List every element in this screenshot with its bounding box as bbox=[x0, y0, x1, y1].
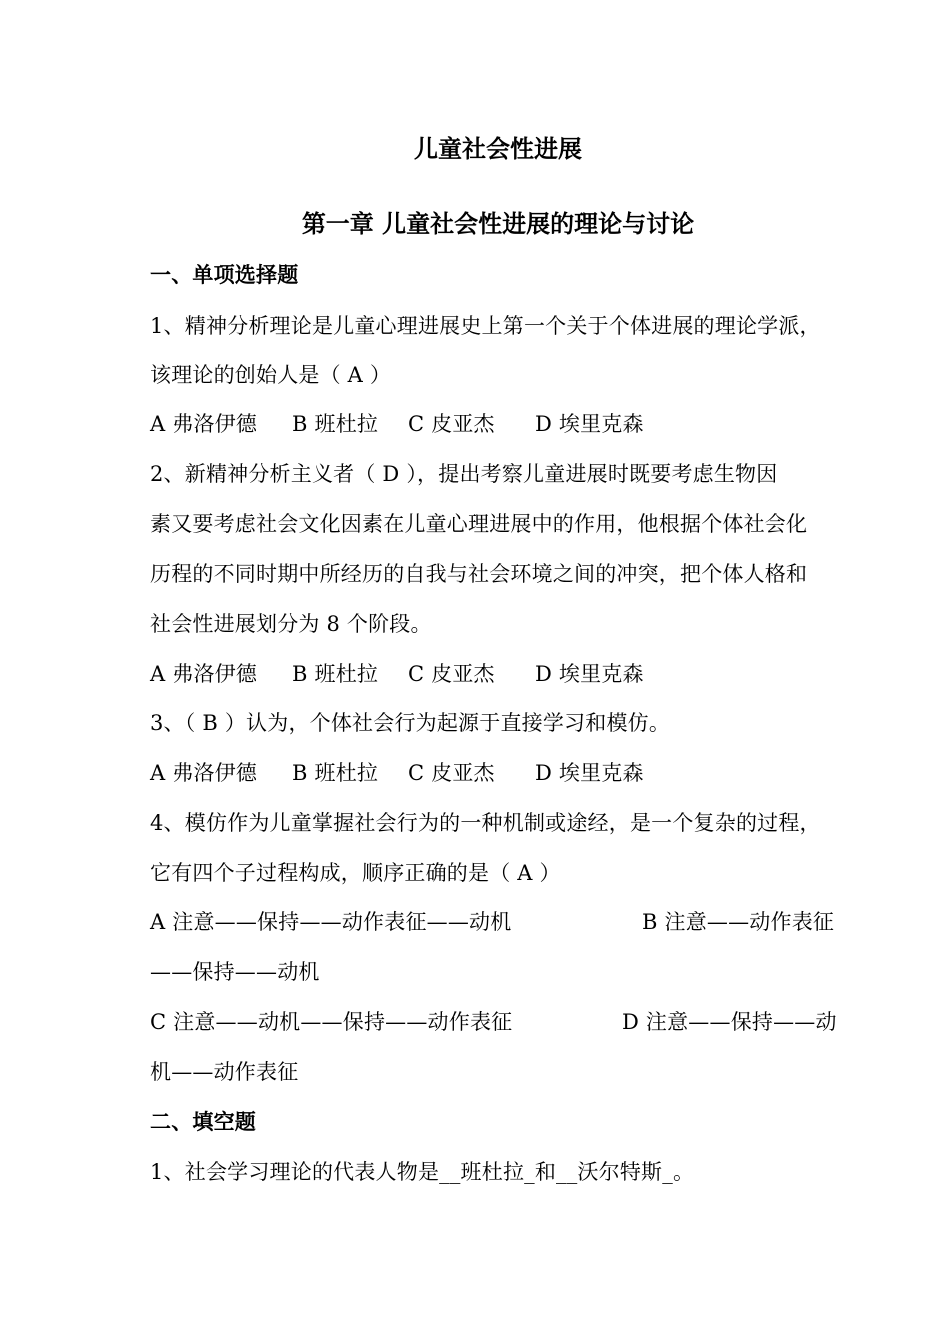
question-1-line-2: 该理论的创始人是（ A ） bbox=[150, 363, 392, 387]
question-2-line-1: 2、新精神分析主义者（ D ），提出考察儿童进展时既要考虑生物因 bbox=[150, 462, 778, 486]
question-2-option-a: A 弗洛伊德 bbox=[150, 662, 258, 686]
question-1-line-1: 1、精神分析理论是儿童心理进展史上第一个关于个体进展的理论学派， bbox=[150, 314, 821, 338]
question-3-option-a: A 弗洛伊德 bbox=[150, 761, 258, 785]
question-2-line-3: 历程的不同时期中所经历的自我与社会环境之间的冲突，把个体人格和 bbox=[150, 562, 808, 586]
fill-blank-question-1: 1、社会学习理论的代表人物是__班杜拉_和__沃尔特斯_。 bbox=[150, 1160, 695, 1184]
question-1-option-b: B 班杜拉 bbox=[292, 412, 379, 436]
question-4-option-b: B 注意——动作表征 bbox=[642, 910, 835, 934]
question-3-option-b: B 班杜拉 bbox=[292, 761, 379, 785]
question-2-option-b: B 班杜拉 bbox=[292, 662, 379, 686]
question-3-option-c: C 皮亚杰 bbox=[408, 761, 495, 785]
section-heading-fill-blank: 二、填空题 bbox=[150, 1109, 256, 1134]
question-1-option-c: C 皮亚杰 bbox=[408, 412, 495, 436]
question-1-option-d: D 埃里克森 bbox=[535, 412, 644, 436]
question-2-line-2: 素又要考虑社会文化因素在儿童心理进展中的作用，他根据个体社会化 bbox=[150, 512, 808, 536]
question-2-line-4: 社会性进展划分为 8 个阶段。 bbox=[150, 612, 432, 636]
question-4-option-c: C 注意——动机——保持——动作表征 bbox=[150, 1010, 513, 1034]
question-4-option-d-continued: 机——动作表征 bbox=[150, 1060, 299, 1084]
document-title: 儿童社会性进展 bbox=[414, 134, 582, 163]
question-2-option-d: D 埃里克森 bbox=[535, 662, 644, 686]
question-1-option-a: A 弗洛伊德 bbox=[150, 412, 258, 436]
section-heading-single-choice: 一、单项选择题 bbox=[150, 262, 299, 287]
question-4-option-b-continued: ——保持——动机 bbox=[150, 960, 320, 984]
question-4-line-1: 4、模仿作为儿童掌握社会行为的一种机制或途经，是一个复杂的过程， bbox=[150, 811, 821, 835]
question-3-line-1: 3、（ B ）认为，个体社会行为起源于直接学习和模仿。 bbox=[150, 711, 671, 735]
chapter-title: 第一章 儿童社会性进展的理论与讨论 bbox=[301, 209, 695, 238]
question-4-option-d: D 注意——保持——动 bbox=[622, 1010, 837, 1034]
question-3-option-d: D 埃里克森 bbox=[535, 761, 644, 785]
question-2-option-c: C 皮亚杰 bbox=[408, 662, 495, 686]
question-4-line-2: 它有四个子过程构成，顺序正确的是（ A ） bbox=[150, 861, 561, 885]
question-4-option-a: A 注意——保持——动作表征——动机 bbox=[150, 910, 512, 934]
